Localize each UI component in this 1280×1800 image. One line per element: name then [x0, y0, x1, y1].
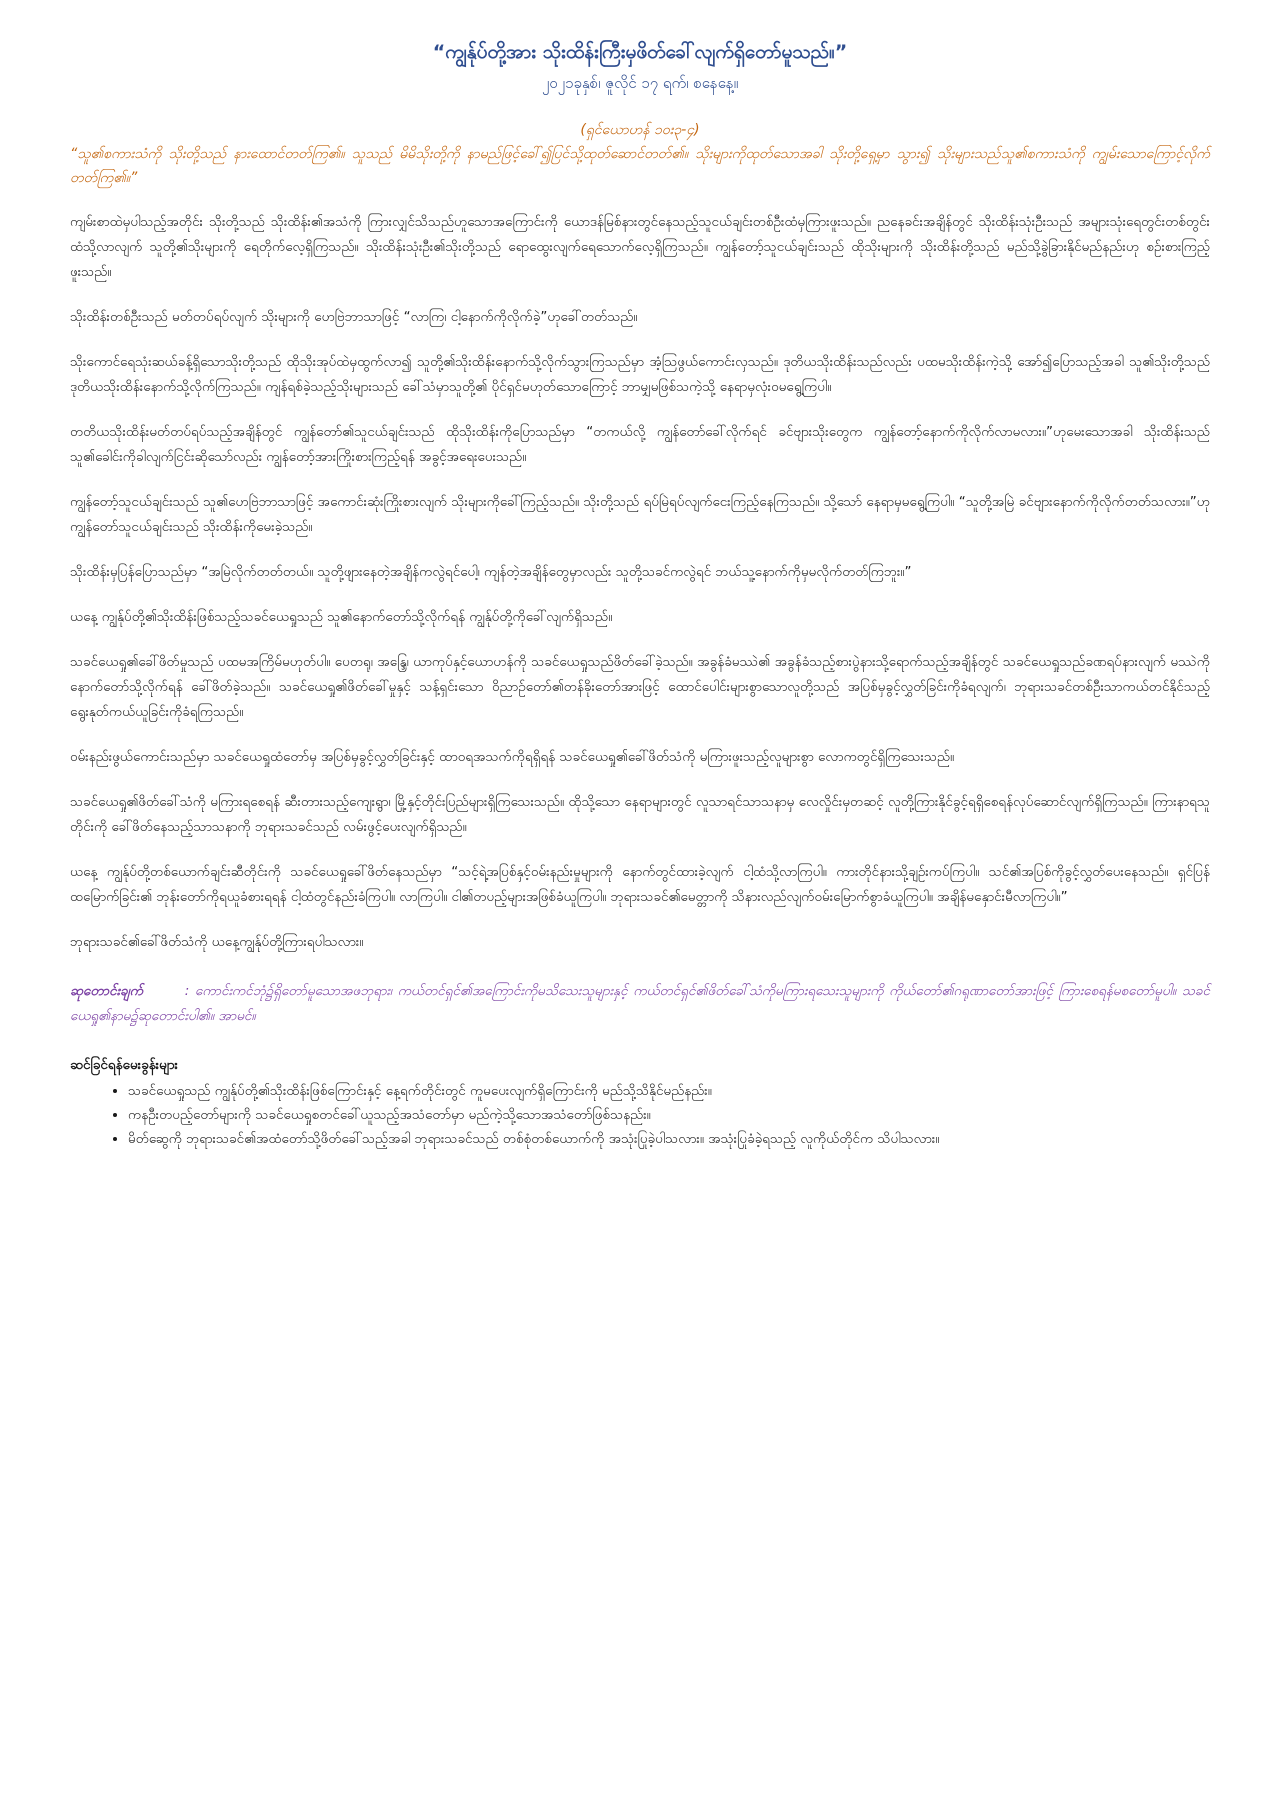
prayer-block	[70, 979, 1210, 1029]
body-text	[70, 210, 1210, 955]
questions-heading: ဆင်ခြင်ရန်မေးခွန်းများ	[70, 1057, 178, 1073]
body-paragraph: ယနေ့ ကျွန်ုပ်တို့တစ်ယောက်ချင်းဆီတိုင်းကို သခင်ယေရှုခေါ်ဖိတ်နေသည်မှာ “သင့်ရဲ့အပြစ်နှင့်ဝမ်းနည်းမှုများကို နောက်တွင်ထားခဲ့လျက် ငါ့ထံသို့လာကြပါ။ ကားတိုင်နားသို့ချဉ်းကပ်ကြပါ။ သင်၏အပြစ်ကိုခွင့်လွှတ်ပေးနေသည်။ ရှင်ပြန်ထမြောက်ခြင်း၏ ဘုန်းတော်ကိုရယူခံစားရရန် ငါ့ထံတွင်နည်းခံကြပါ။ လာကြပါ။ ငါ၏တပည့်များအဖြစ်ခံယူကြပါ။ ဘုရားသခင်၏မေတ္တာကို သိနားလည်လျက်ဝမ်းမြောက်စွာခံယူကြပါ။ အချိန်မနှောင်းမီလာကြပါ။”	[70, 864, 1210, 905]
body-paragraph: သခင်ယေရှု၏ခေါ်ဖိတ်မှုသည် ပထမအကြိမ်မဟုတ်ပါ။ ပေတရု၊ အန္ဒြေ၊ ယာကုပ်နှင့်ယောဟန်ကို သခင်ယေရှုသည်ဖိတ်ခေါ်ခဲ့သည်။ အခွန်ခံမဿဲ၏ အခွန်ခံသည့်စားပွဲနားသို့ရောက်သည့်အချိန်တွင် သခင်ယေရှုသည်ခဏရပ်နားလျက် မဿဲကိုနောက်တော်သို့လိုက်ရန် ခေါ်ဖိတ်ခဲ့သည်။ သခင်ယေရှု၏ဖိတ်ခေါ်မှုနှင့် သန့်ရှင်းသော ဝိညာဉ်တော်၏တန်ခိုးတော်အားဖြင့် ထောင်ပေါင်းများစွာသောလူတို့သည် အပြစ်မှခွင့်လွှတ်ခြင်းကိုခံရလျက်၊ ဘုရားသခင်တစ်ဦးသာကယ်တင်နိုင်သည့် ရွေးနုတ်ကယ်ယူခြင်းကိုခံရကြသည်။	[70, 654, 1210, 720]
body-paragraph: ဘုရားသခင်၏ခေါ်ဖိတ်သံကို ယနေ့ကျွန်ုပ်တို့ကြားရပါသလား။	[70, 934, 364, 950]
prayer-text: : ကောင်းကင်ဘုံ၌ရှိတော်မူသောအဖဘုရား၊ ကယ်တင်ရှင်၏အကြောင်းကိုမသိသေးသူများနှင့် ကယ်တင်ရှင်၏ဖိတ်ခေါ်သံကိုမကြားရသေးသူများကို ကိုယ်တော်၏ဂရုဏာတော်အားဖြင့် ကြားစေရန်မစတော်မူပါ။ သခင်ယေရှု၏နာမ၌ဆုတောင်းပါ၏။ အာမင်။	[70, 983, 1210, 1024]
body-paragraph: တတိယသိုးထိန်းမတ်တပ်ရပ်သည့်အချိန်တွင် ကျွန်တော်၏သူငယ်ချင်းသည် ထိုသိုးထိန်းကိုပြောသည်မှာ “တကယ်လို့ ကျွန်တော်ခေါ်လိုက်ရင် ခင်ဗျားသိုးတွေက ကျွန်တော့်နောက်ကိုလိုက်လာမလား။”ဟုမေးသောအခါ သိုးထိန်းသည် သူ၏ခေါင်းကိုခါလျက်ငြင်းဆိုသော်လည်း ကျွန်တော့်အားကြိုးစားကြည့်ရန် အခွင့်အရေးပေးသည်။	[70, 424, 1210, 465]
body-paragraph: သိုးထိန်းတစ်ဦးသည် မတ်တပ်ရပ်လျက် သိုးများကို ဟေဗြဲဘာသာဖြင့် “လာကြ၊ ငါ့နောက်ကိုလိုက်ခဲ့”ဟုခေါ်တတ်သည်။	[70, 309, 638, 325]
question-item: • သခင်ယေရှုသည် ကျွန်ုပ်တို့၏သိုးထိန်းဖြစ်ကြောင်းနှင့် နေ့ရက်တိုင်းတွင် ကူမပေးလျက်ရှိကြောင်းကို မည်သို့သိနိုင်မည်နည်း။	[128, 1079, 1210, 1103]
page-header	[70, 38, 1210, 96]
reflection-questions	[70, 1053, 1210, 1151]
question-item: • ကနဦးတပည့်တော်များကို သခင်ယေရှုစတင်ခေါ်ယူသည့်အသံတော်မှာ မည်ကဲ့သို့သောအသံတော်ဖြစ်သနည်း။	[128, 1103, 1210, 1127]
body-paragraph: ယနေ့ ကျွန်ုပ်တို့၏သိုးထိန်းဖြစ်သည့်သခင်ယေရှုသည် သူ၏နောက်တော်သို့လိုက်ရန် ကျွန်ုပ်တို့ကိုခေါ်လျက်ရှိသည်။	[70, 609, 613, 625]
body-paragraph: သိုးကောင်ရေသုံးဆယ်ခန့်ရှိသောသိုးတို့သည် ထိုသိုးအုပ်ထဲမှထွက်လာ၍ သူတို့၏သိုးထိန်းနောက်သို့လိုက်သွားကြသည်မှာ အံ့ဩဖွယ်ကောင်းလှသည်။ ဒုတိယသိုးထိန်းသည်လည်း ပထမသိုးထိန်းကဲ့သို့ အော်၍ပြောသည့်အခါ သူ၏သိုးတို့သည် ဒုတိယသိုးထိန်းနောက်သို့လိုက်ကြသည်။ ကျန်ရစ်ခဲ့သည့်သိုးများသည် ခေါ်သံမှာသူတို့၏ ပိုင်ရှင်မဟုတ်သောကြောင့် ဘာမျှမဖြစ်သကဲ့သို့ နေရာမှလုံးဝမရွေ့ကြပါ။	[70, 354, 1210, 395]
body-paragraph: ကျမ်းစာထဲမှပါသည့်အတိုင်း သိုးတို့သည် သိုးထိန်း၏အသံကို ကြားလျှင်သိသည်ဟူသောအကြောင်းကို ယောဒန်မြစ်နားတွင်နေသည့်သူငယ်ချင်းတစ်ဦးထံမှကြားဖူးသည်။ ညနေခင်းအချိန်တွင် သိုးထိန်းသုံးဦးသည် အများသုံးရေတွင်းတစ်တွင်းထံသို့လာလျက် သူတို့၏သိုးများကို ရေတိုက်လေ့ရှိကြသည်။ သိုးထိန်းသုံးဦး၏သိုးတို့သည် ရောထွေးလျက်ရေသောက်လေ့ရှိကြသည်။ ကျွန်တော့်သူငယ်ချင်းသည် ထိုသိုးများကို သိုးထိန်းတို့သည် မည်သို့ခွဲခြားနိုင်မည်နည်းဟု စဉ်းစားကြည့်ဖူးသည်။	[70, 214, 1210, 280]
body-paragraph: ကျွန်တော့်သူငယ်ချင်းသည် သူ၏ဟေဗြဲဘာသာဖြင့် အကောင်းဆုံးကြိုးစားလျက် သိုးများကိုခေါ်ကြည့်သည်။ သိုးတို့သည် ရပ်မြဲရပ်လျက်ငေးကြည့်နေကြသည်။ သို့သော် နေရာမှမရွေ့ကြပါ။ “သူတို့အမြဲ ခင်ဗျားနောက်ကိုလိုက်တတ်သလား။”ဟု ကျွန်တော်သူငယ်ချင်းသည် သိုးထိန်းကိုမေးခဲ့သည်။	[70, 494, 1210, 535]
prayer-label: ဆုတောင်းချက်	[70, 983, 143, 999]
page-title: “ကျွန်ုပ်တို့အား သိုးထိန်းကြီးမှဖိတ်ခေါ်လျက်ရှိတော်မူသည်။”	[432, 41, 848, 63]
body-paragraph: ဝမ်းနည်းဖွယ်ကောင်းသည်မှာ သခင်ယေရှုထံတော်မှ အပြစ်မှခွင့်လွှတ်ခြင်းနှင့် ထာဝရအသက်ကိုရရှိရန် သခင်ယေရှု၏ခေါ်ဖိတ်သံကို မကြားဖူးသည့်လူများစွာ လောကတွင်ရှိကြသေးသည်။	[70, 749, 955, 765]
date-line: ၂၀၂၁ခုနှစ်၊ ဇူလိုင် ၁၇ ရက်၊ စနေနေ့။	[541, 74, 739, 92]
body-paragraph: သခင်ယေရှု၏ဖိတ်ခေါ်သံကို မကြားရစေရန် ဆီးတားသည့်ကျေးရွာ၊ မြို့နှင့်တိုင်းပြည်များရှိကြသေးသည်။ ထိုသို့သော နေရာများတွင် လူသာရင်သာသနာမှ လေလှိုင်းမှတဆင့် လူတို့ကြားနိုင်ခွင့်ရရှိစေရန်လုပ်ဆောင်လျက်ရှိကြသည်။ ကြားနာရသူတိုင်းကို ခေါ်ဖိတ်နေသည့်သာသနာကို ဘုရားသခင်သည် လမ်းဖွင့်ပေးလျက်ရှိသည်။	[70, 794, 1210, 835]
scripture-block	[70, 118, 1210, 190]
questions-list	[70, 1079, 1210, 1151]
scripture-reference: (ရှင်ယောဟန် ၁၀း၃-၄)	[580, 122, 700, 138]
question-item: • မိတ်ဆွေကို ဘုရားသခင်၏အထံတော်သို့ဖိတ်ခေါ်သည့်အခါ ဘုရားသခင်သည် တစ်စုံတစ်ယောက်ကို အသုံးပြုခဲ့ပါသလား။ အသုံးပြုခံခဲ့ရသည့် လူကိုယ်တိုင်က သိပါသလား။	[128, 1127, 1210, 1151]
scripture-quote: “သူ၏စကားသံကို သိုးတို့သည် နားထောင်တတ်ကြ၏။ သူသည် မိမိသိုးတို့ကို နာမည်ဖြင့်ခေါ်၍ပြင်သို့ထုတ်ဆောင်တတ်၏။ သိုးများကိုထုတ်သောအခါ သိုးတို့ရှေ့မှာ သွား၍ သိုးများသည်သူ၏စကားသံကို ကျွမ်းသောကြောင့်လိုက်တတ်ကြ၏။”	[70, 146, 1210, 186]
body-paragraph: သိုးထိန်းမှပြန်ပြောသည်မှာ “အမြဲလိုက်တတ်တယ်။ သူတို့ဖျားနေတဲ့အချိန်ကလွဲရင်ပေါ့၊ ကျန်တဲ့အချိန်တွေမှာလည်း သူတို့သခင်ကလွဲရင် ဘယ်သူ့နောက်ကိုမှမလိုက်တတ်ကြဘူး။”	[70, 564, 912, 580]
